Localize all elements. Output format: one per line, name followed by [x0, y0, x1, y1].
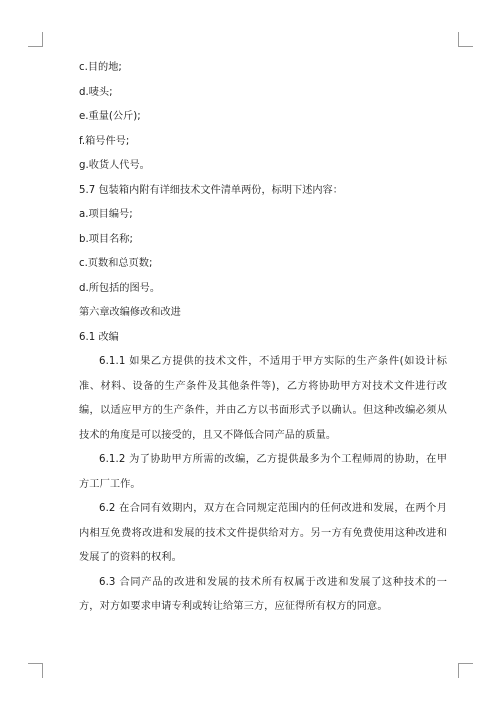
- crop-mark-bottom-left: [28, 663, 43, 678]
- list-item-page-count: c.页数和总页数;: [79, 258, 153, 269]
- list-item-consignee-code: g.收货人代号。: [79, 160, 150, 171]
- list-item-destination: c.目的地;: [79, 62, 122, 73]
- list-item-weight: e.重量(公斤);: [79, 111, 141, 122]
- clause-6-1-1: 6.1.1 如果乙方提供的技术文件，不适用于甲方实际的生产条件(如设计标准、材料、设备的生产条件及其他条件等)，乙方将协助甲方对技术文件进行改编，以适应甲方的生产条件，并由乙方以书面形式予以确认。但这种改编必须从技术的角度是可以接受的，且又不降低合同产品的质量。: [79, 356, 447, 441]
- crop-mark-top-left: [28, 32, 43, 47]
- section-heading-6-1: 6.1 改编: [79, 331, 119, 343]
- list-item-box-number: f.箱号件号;: [79, 135, 130, 147]
- clause-6-3: 6.3 合同产品的改进和发展的技术所有权属于改进和发展了这种技术的一方，对方如要求申请专利或转让给第三方，应征得所有权方的同意。: [79, 576, 447, 612]
- document-body: [79, 56, 447, 620]
- clause-5-7: 5.7 包装箱内附有详细技术文件清单两份，标明下述内容：: [79, 184, 343, 196]
- clause-6-1-2: 6.1.2 为了协助甲方所需的改编，乙方提供最多为个工程师周的协助，在甲方工厂工作。: [79, 454, 447, 490]
- crop-mark-bottom-right: [458, 663, 473, 678]
- list-item-project-name: b.项目名称;: [79, 233, 133, 245]
- list-item-shipping-mark: d.唛头;: [79, 86, 113, 98]
- clause-6-2: 6.2 在合同有效期内，双方在合同规定范围内的任何改进和发展，在两个月内相互免费将改进和发展的技术文件提供给对方。另一方有免费使用这种改进和发展了的资料的权利。: [79, 503, 447, 563]
- chapter-heading: 第六章改编修改和改进: [79, 307, 181, 318]
- crop-mark-top-right: [458, 32, 473, 47]
- list-item-drawing-numbers: d.所包括的图号。: [79, 282, 161, 294]
- list-item-project-number: a.项目编号;: [79, 209, 133, 220]
